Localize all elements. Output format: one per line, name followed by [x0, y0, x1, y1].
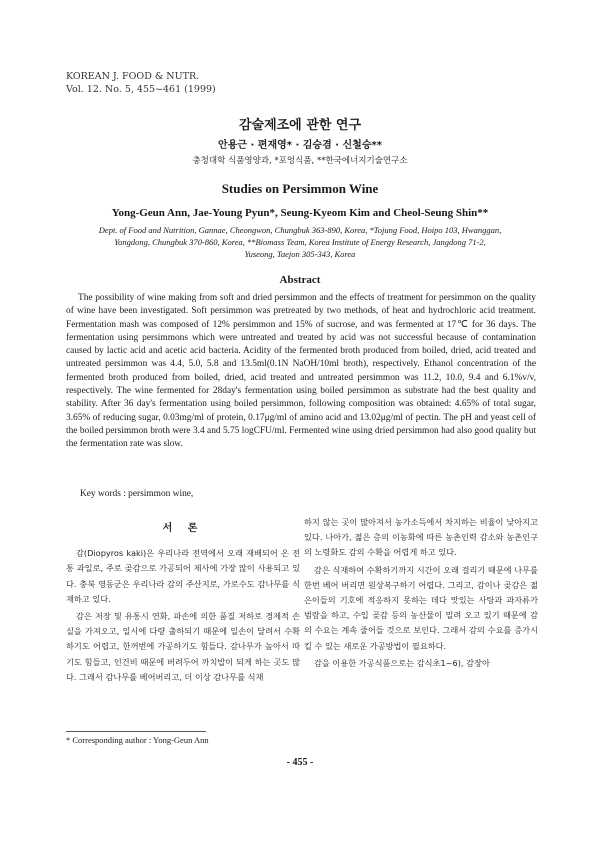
- journal-volume: Vol. 12. No. 5, 455~461 (1999): [66, 84, 216, 95]
- paragraph: 감을 이용한 가공식품으로는 감식초1~6), 감장아: [314, 657, 490, 668]
- paragraph: 감(Diopyros kaki)은 우리나라 전역에서 오래 재배되어 온 전통 과일로, 주로 곶감으로 가공되어 제사에 가장 많이 사용되고 있다. 충북 영동군은 우리나라 감의 주산지로, 가로수도 감나무를 식재하고 있다.: [66, 548, 300, 604]
- affiliation-line-3: Yuseong, Taejon 305-343, Korea: [244, 249, 356, 259]
- korean-title: 감술제조에 관한 연구: [238, 118, 362, 133]
- english-authors: Yong-Geun Ann, Jae-Young Pyun*, Seung-Kyeom Kim and Cheol-Seung Shin**: [111, 207, 489, 219]
- korean-affiliation: 충청대학 식품영양과, *포엉식품, **한국에너지기술연구소: [192, 156, 408, 166]
- abstract-text: The possibility of wine making from soft and dried persimmon and the effects of treatment for persimmon on the quality of wine have been investigated. Soft persimmon was pretreated by two methods, of heat and hydrochloric acid treatment. Fermentation mash was composed of 12% persimmon and 15% of sucrose, and was fermented at 17℃ for 36 days. The fermentation using persimmons which were untreated and treated by acid was not successful because of contamination caused by lactic acid and acetic acid bacteria. Acidity of the fermented broth produced from boiled, dried, acid treated and untreated persimmon was 4.4, 5.0, 5.8 and 13.5ml(0.1N NaOH/10ml broth), respectively. Ethanol concentration of the fermented broth produced from boiled, dried, acid treated and untreated persimmon was 11.2, 10.0, 9.4 and 6.1%v/v, respectively. The wine fermented for 28day's fermentation using boiled persimmon as substrate had the best quality and stability. After 36 day's fermentation using boiled persimmon, following composition was obtained: 4.65% of total sugar, 3.65% of reducing sugar, 0.03mg/ml of protein, 0.17μg/ml of amino acid and 13.02μg/ml of pectin. The pH and yeast cell of the boiled persimmon broth were 3.4 and 5.75 logCFU/ml. Fermented wine using dried persimmon had also good quality but the fermentation rate was slow.: [66, 293, 536, 450]
- keywords: Key words : persimmon wine,: [80, 489, 194, 499]
- english-title: Studies on Persimmon Wine: [221, 181, 379, 196]
- section-heading: 서 론: [162, 523, 204, 534]
- affiliation-line-1: Dept. of Food and Nutrition, Gannae, Cheongwon, Chungbuk 363-890, Korea, *Tojung Food, Hoipo 103, Hwanggan,: [98, 225, 502, 235]
- english-affiliation: [40, 224, 560, 260]
- body-column-left: [66, 515, 300, 687]
- footnote-rule: [66, 731, 206, 732]
- journal-citation: [66, 70, 216, 96]
- paragraph: 감은 식재하여 수확하기까지 시간이 오래 걸리기 때문에 나무를 한번 베어 버리면 원상복구하기 어렵다. 그리고, 감이나 곶감은 젊은이들의 기호에 적응하지 못하는 데다 맛있는 사탕과 과자류가 범람을 하고, 수입 곶감 등의 농산물이 밀려 오고 있기 때문에 감의 수요는 계속 줄어들 것으로 보인다. 그래서 감의 수요를 증가시킬 수 있는 새로운 가공방법이 필요하다.: [304, 564, 538, 651]
- affiliation-line-2: Yongdong, Chungbuk 370-860, Korea, **Biomass Team, Korea Institute of Energy Research, Jangdong 71-2,: [114, 237, 486, 247]
- abstract-heading: Abstract: [279, 274, 321, 286]
- korean-authors: 안용근 · 편재영* · 김승겸 · 신철승**: [218, 140, 382, 151]
- journal-name: KOREAN J. FOOD & NUTR.: [66, 71, 200, 82]
- paragraph: 감은 저장 및 유통시 연화, 파손에 의한 품질 저하로 경제적 손실을 가져오고, 일시에 다량 출하되기 때문에 일손이 달려서 수확하기도 어렵고, 한꺼번에 가공하기도 힘들다. 감나무가 높아서 따기도 힘들고, 인건비 때문에 버려두어 까치밥이 되게 하는 곳도 많다. 그래서 감나무를 베어버리고, 더 이상 감나무를 식재: [66, 611, 300, 682]
- body-column-right: [304, 515, 538, 673]
- footnote: * Corresponding author : Yong-Geun Ann: [66, 735, 209, 745]
- paragraph: 하지 않는 곳이 많아져서 농가소득에서 차지하는 비율이 낮아지고 있다. 나아가, 젊은 층의 이농화에 따른 농촌인력 감소와 농촌인구의 노령화도 감의 수확을 어렵게 하고 있다.: [304, 517, 538, 558]
- page-number: - 455 -: [286, 757, 314, 768]
